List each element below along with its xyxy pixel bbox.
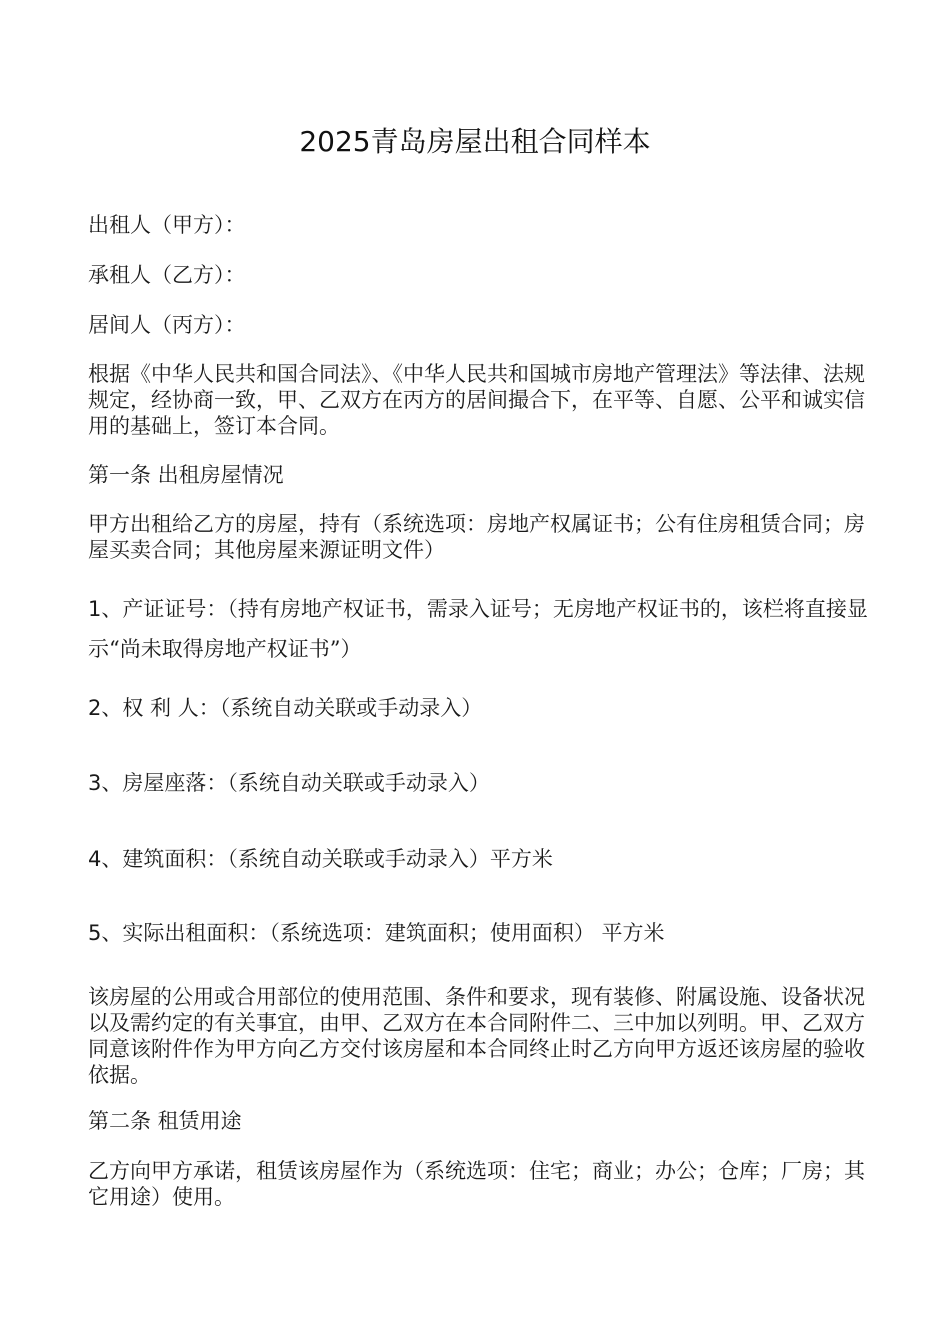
item-number: 1 bbox=[88, 597, 102, 621]
item-number: 2 bbox=[88, 696, 102, 720]
item-text: 、实际出租面积：（系统选项：建筑面积；使用面积） 平方米 bbox=[101, 921, 665, 945]
item-number: 5 bbox=[88, 921, 102, 945]
article1-item-4 bbox=[88, 846, 868, 872]
article1-item-5 bbox=[88, 920, 868, 946]
document-title: 2025青岛房屋出租合同样本 bbox=[299, 125, 651, 158]
party-lessee: 承租人（乙方）： bbox=[88, 263, 246, 287]
article1-note: 该房屋的公用或合用部位的使用范围、条件和要求，现有装修、附属设施、设备状况以及需约定的有关事宜，由甲、乙双方在本合同附件二、三中加以列明。甲、乙双方同意该附件作为甲方向乙方交付该房屋和本合同终止时乙方向甲方返还该房屋的验收依据。 bbox=[88, 985, 865, 1087]
article1-item-3 bbox=[88, 770, 868, 796]
item-text: 、建筑面积：（系统自动关联或手动录入）平方米 bbox=[101, 847, 553, 871]
preamble-paragraph: 根据《中华人民共和国合同法》、《中华人民共和国城市房地产管理法》等法律、法规规定，经协商一致，甲、乙双方在丙方的居间撮合下，在平等、自愿、公平和诚实信用的基础上，签订本合同。 bbox=[88, 362, 865, 438]
party-lessor: 出租人（甲方）： bbox=[88, 213, 246, 237]
party-intermediary: 居间人（丙方）： bbox=[88, 313, 246, 337]
item-number: 3 bbox=[88, 771, 102, 795]
item-text: 、产证证号：（持有房地产权证书，需录入证号；无房地产权证书的，该栏将直接显示“尚未取得房地产权证书”） bbox=[88, 597, 868, 661]
article1-item-1 bbox=[88, 589, 868, 669]
article2-heading: 第二条 租赁用途 bbox=[88, 1109, 242, 1133]
item-text: 、房屋座落：（系统自动关联或手动录入） bbox=[101, 771, 490, 795]
item-text: 、权 利 人：（系统自动关联或手动录入） bbox=[101, 696, 483, 720]
item-number: 4 bbox=[88, 847, 102, 871]
article1-item-2 bbox=[88, 695, 868, 721]
article1-intro: 甲方出租给乙方的房屋，持有（系统选项：房地产权属证书；公有住房租赁合同；房屋买卖合同；其他房屋来源证明文件） bbox=[88, 512, 865, 562]
article2-text: 乙方向甲方承诺，租赁该房屋作为（系统选项：住宅；商业；办公；仓库；厂房；其它用途）使用。 bbox=[88, 1159, 865, 1209]
article1-heading: 第一条 出租房屋情况 bbox=[88, 463, 284, 487]
